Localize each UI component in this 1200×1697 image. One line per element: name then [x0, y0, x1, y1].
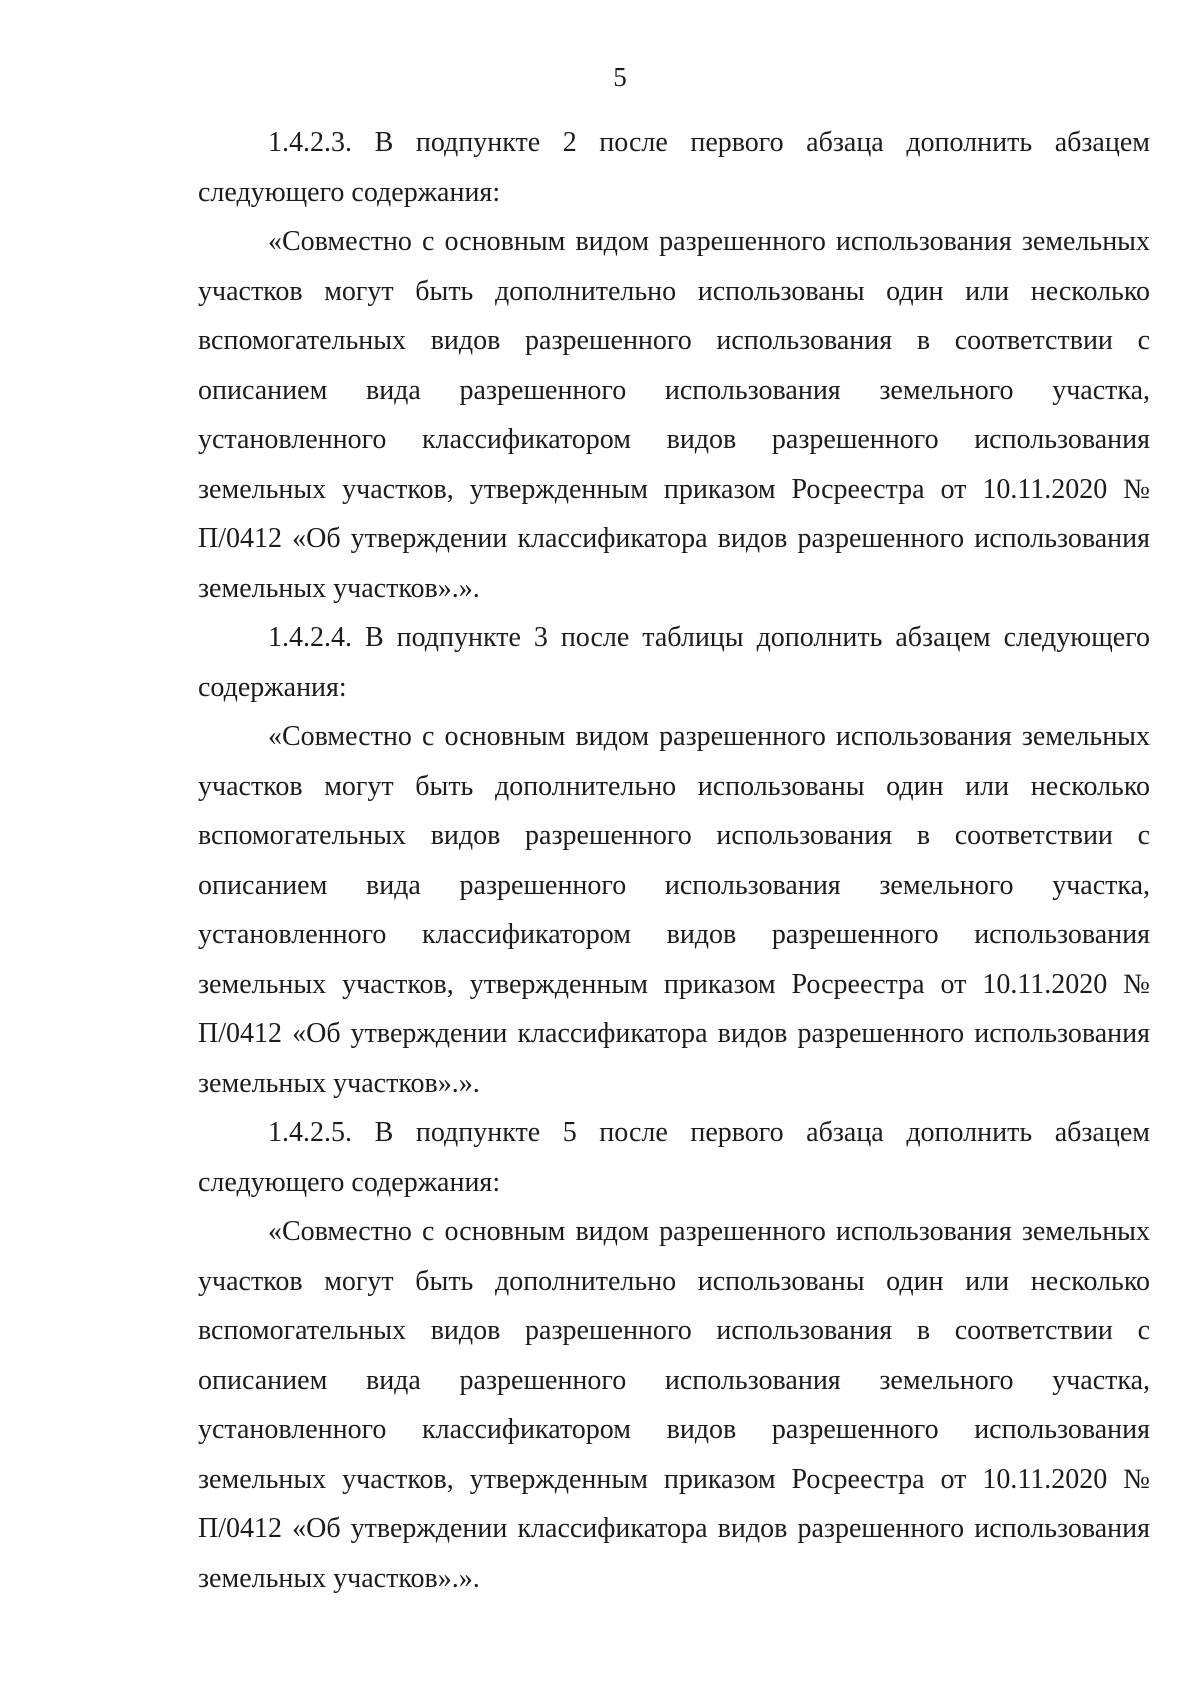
paragraph-1-4-2-4: 1.4.2.4. В подпункте 3 после таблицы дополнить абзацем следующего содержания: — [198, 622, 1150, 703]
document-body — [198, 118, 1150, 1603]
paragraph-1-4-2-3: 1.4.2.3. В подпункте 2 после первого абзаца дополнить абзацем следующего содержания: — [198, 127, 1150, 208]
paragraph-1-4-2-5: 1.4.2.5. В подпункте 5 после первого абзаца дополнить абзацем следующего содержания: — [198, 1117, 1150, 1198]
quoted-amendment-paragraph: «Совместно с основным видом разрешенного использования земельных участков могут быть дополнительно использованы один или несколько вспомогательных видов разрешенного использования в соответствии с описанием вида разрешенного использования земельного участка, установленного классификатором видов разрешенного использования земельных участков, утвержденным приказом Росреестра от 10.11.2020 № П/0412 «Об утверждении классификатора видов разрешенного использования земельных участков».». — [198, 721, 1150, 1099]
quoted-amendment-paragraph: «Совместно с основным видом разрешенного использования земельных участков могут быть дополнительно использованы один или несколько вспомогательных видов разрешенного использования в соответствии с описанием вида разрешенного использования земельного участка, установленного классификатором видов разрешенного использования земельных участков, утвержденным приказом Росреестра от 10.11.2020 № П/0412 «Об утверждении классификатора видов разрешенного использования земельных участков».». — [198, 1216, 1150, 1594]
page-number: 5 — [613, 62, 627, 92]
quoted-amendment-paragraph: «Совместно с основным видом разрешенного использования земельных участков могут быть дополнительно использованы один или несколько вспомогательных видов разрешенного использования в соответствии с описанием вида разрешенного использования земельного участка, установленного классификатором видов разрешенного использования земельных участков, утвержденным приказом Росреестра от 10.11.2020 № П/0412 «Об утверждении классификатора видов разрешенного использования земельных участков».». — [198, 226, 1150, 604]
